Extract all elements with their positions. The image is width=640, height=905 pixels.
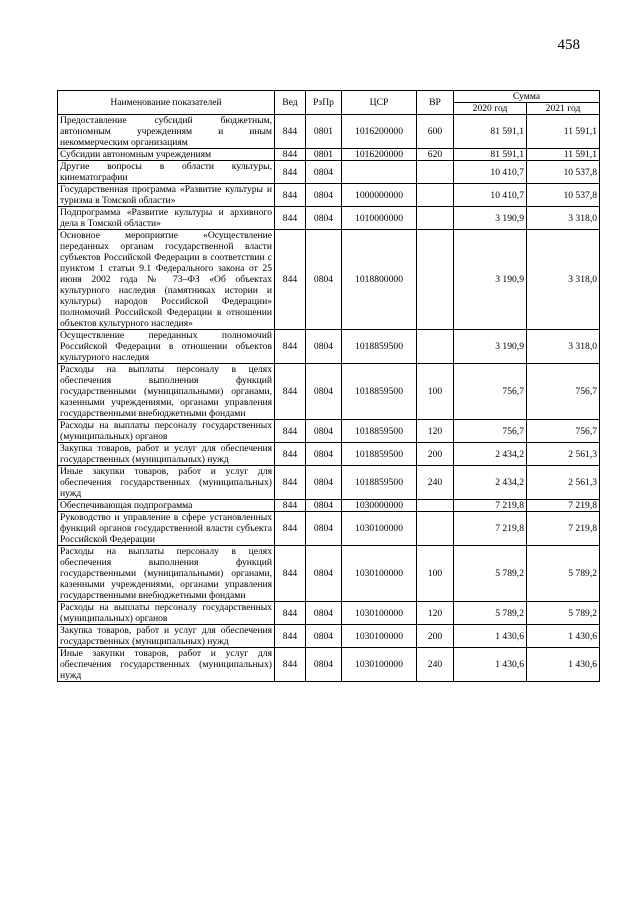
row-ved: 844	[275, 184, 306, 207]
row-rzpr: 0801	[306, 115, 342, 149]
row-amount-2021: 3 318,0	[527, 230, 600, 330]
row-ved: 844	[275, 115, 306, 149]
row-amount-2020: 3 190,9	[454, 207, 527, 230]
row-vr: 100	[417, 546, 454, 602]
row-name: Расходы на выплаты персоналу государственных (муниципальных) органов	[58, 602, 275, 625]
row-vr	[417, 161, 454, 184]
row-name: Государственная программа «Развитие культуры и туризма в Томской области»	[58, 184, 275, 207]
row-amount-2020: 5 789,2	[454, 602, 527, 625]
table-row	[58, 364, 600, 420]
row-rzpr: 0804	[306, 207, 342, 230]
header-name: Наименование показателей	[58, 91, 275, 115]
table-row	[58, 443, 600, 466]
row-rzpr: 0804	[306, 625, 342, 648]
row-ved: 844	[275, 420, 306, 443]
table-row	[58, 184, 600, 207]
table-row	[58, 230, 600, 330]
row-name: Осуществление переданных полномочий Российской Федерации в отношении объектов культурного наследия	[58, 330, 275, 364]
row-csr: 1030000000	[342, 500, 417, 512]
row-csr	[342, 161, 417, 184]
table-row	[58, 466, 600, 500]
row-rzpr: 0804	[306, 184, 342, 207]
row-amount-2021: 756,7	[527, 364, 600, 420]
row-ved: 844	[275, 466, 306, 500]
row-rzpr: 0804	[306, 546, 342, 602]
row-name: Расходы на выплаты персоналу государственных (муниципальных) органов	[58, 420, 275, 443]
row-vr: 600	[417, 115, 454, 149]
row-amount-2020: 2 434,2	[454, 443, 527, 466]
table-row	[58, 207, 600, 230]
row-amount-2021: 7 219,8	[527, 500, 600, 512]
row-rzpr: 0804	[306, 602, 342, 625]
table-row	[58, 512, 600, 546]
row-amount-2020: 756,7	[454, 364, 527, 420]
row-amount-2020: 10 410,7	[454, 184, 527, 207]
row-csr: 1018859500	[342, 364, 417, 420]
row-amount-2020: 3 190,9	[454, 330, 527, 364]
page-number: 458	[557, 37, 580, 53]
row-name: Субсидии автономным учреждениям	[58, 149, 275, 161]
row-ved: 844	[275, 161, 306, 184]
row-csr: 1018859500	[342, 466, 417, 500]
row-vr: 200	[417, 625, 454, 648]
row-amount-2021: 11 591,1	[527, 115, 600, 149]
row-amount-2021: 5 789,2	[527, 546, 600, 602]
row-vr: 240	[417, 648, 454, 682]
row-name: Закупка товаров, работ и услуг для обеспечения государственных (муниципальных) нужд	[58, 625, 275, 648]
row-ved: 844	[275, 546, 306, 602]
row-name: Иные закупки товаров, работ и услуг для обеспечения государственных (муниципальных) нужд	[58, 466, 275, 500]
row-rzpr: 0804	[306, 466, 342, 500]
row-rzpr: 0804	[306, 420, 342, 443]
row-amount-2021: 10 537,8	[527, 184, 600, 207]
row-amount-2020: 81 591,1	[454, 115, 527, 149]
row-ved: 844	[275, 625, 306, 648]
row-csr: 1030100000	[342, 602, 417, 625]
row-amount-2021: 756,7	[527, 420, 600, 443]
table-row	[58, 420, 600, 443]
row-ved: 844	[275, 364, 306, 420]
row-ved: 844	[275, 230, 306, 330]
row-csr: 1030100000	[342, 546, 417, 602]
row-amount-2020: 1 430,6	[454, 648, 527, 682]
table-row	[58, 602, 600, 625]
table-body	[58, 115, 600, 682]
row-amount-2021: 2 561,3	[527, 443, 600, 466]
row-amount-2021: 7 219,8	[527, 512, 600, 546]
row-vr	[417, 330, 454, 364]
row-csr: 1016200000	[342, 149, 417, 161]
row-name: Расходы на выплаты персоналу в целях обеспечения выполнения функций государственными (муниципальными) органами, казенными учреждениями, органами управления государственными внебюджетными фондами	[58, 546, 275, 602]
row-csr: 1030100000	[342, 512, 417, 546]
row-ved: 844	[275, 330, 306, 364]
row-csr: 1010000000	[342, 207, 417, 230]
row-vr	[417, 500, 454, 512]
row-amount-2020: 3 190,9	[454, 230, 527, 330]
header-ved: Вед	[275, 91, 306, 115]
header-sum: Сумма	[454, 91, 600, 103]
row-amount-2021: 3 318,0	[527, 330, 600, 364]
row-rzpr: 0804	[306, 648, 342, 682]
row-vr	[417, 230, 454, 330]
header-vr: ВР	[417, 91, 454, 115]
row-name: Предоставление субсидий бюджетным, автономным учреждениям и иным некоммерческим организациям	[58, 115, 275, 149]
row-rzpr: 0804	[306, 161, 342, 184]
row-amount-2020: 10 410,7	[454, 161, 527, 184]
row-name: Расходы на выплаты персоналу в целях обеспечения выполнения функций государственными (муниципальными) органами, казенными учреждениями, органами управления государственными внебюджетными фондами	[58, 364, 275, 420]
row-amount-2020: 81 591,1	[454, 149, 527, 161]
row-csr: 1016200000	[342, 115, 417, 149]
table-row	[58, 149, 600, 161]
row-vr: 100	[417, 364, 454, 420]
row-rzpr: 0804	[306, 512, 342, 546]
row-amount-2020: 1 430,6	[454, 625, 527, 648]
row-amount-2021: 1 430,6	[527, 648, 600, 682]
row-rzpr: 0804	[306, 443, 342, 466]
row-vr	[417, 512, 454, 546]
row-rzpr: 0804	[306, 230, 342, 330]
row-vr: 240	[417, 466, 454, 500]
row-amount-2020: 5 789,2	[454, 546, 527, 602]
row-ved: 844	[275, 149, 306, 161]
row-ved: 844	[275, 500, 306, 512]
row-amount-2021: 5 789,2	[527, 602, 600, 625]
budget-table	[57, 90, 600, 682]
row-rzpr: 0801	[306, 149, 342, 161]
table-row	[58, 115, 600, 149]
row-csr: 1030100000	[342, 648, 417, 682]
row-vr	[417, 207, 454, 230]
row-amount-2020: 756,7	[454, 420, 527, 443]
row-ved: 844	[275, 207, 306, 230]
row-vr: 120	[417, 602, 454, 625]
row-csr: 1018800000	[342, 230, 417, 330]
row-ved: 844	[275, 512, 306, 546]
table-row	[58, 648, 600, 682]
header-csr: ЦСР	[342, 91, 417, 115]
row-amount-2020: 7 219,8	[454, 500, 527, 512]
row-name: Закупка товаров, работ и услуг для обеспечения государственных (муниципальных) нужд	[58, 443, 275, 466]
table-header	[58, 91, 600, 115]
row-vr: 120	[417, 420, 454, 443]
table-row	[58, 161, 600, 184]
row-csr: 1000000000	[342, 184, 417, 207]
header-2020: 2020 год	[454, 103, 527, 115]
row-vr: 200	[417, 443, 454, 466]
table-row	[58, 625, 600, 648]
row-csr: 1018859500	[342, 443, 417, 466]
table-row	[58, 546, 600, 602]
table-row	[58, 330, 600, 364]
row-csr: 1018859500	[342, 420, 417, 443]
row-rzpr: 0804	[306, 500, 342, 512]
row-amount-2020: 2 434,2	[454, 466, 527, 500]
row-rzpr: 0804	[306, 364, 342, 420]
row-name: Другие вопросы в области культуры, кинематографии	[58, 161, 275, 184]
row-name: Обеспечивающая подпрограмма	[58, 500, 275, 512]
row-vr: 620	[417, 149, 454, 161]
row-amount-2021: 3 318,0	[527, 207, 600, 230]
row-name: Иные закупки товаров, работ и услуг для обеспечения государственных (муниципальных) нужд	[58, 648, 275, 682]
row-amount-2021: 1 430,6	[527, 625, 600, 648]
row-name: Основное мероприятие «Осуществление переданных органам государственной власти субъектов Российской Федерации в соответствии с пунктом 1 статьи 9.1 Федерального закона от 25 июня 2002 года № 73–ФЗ «Об объектах культурного наследия (памятниках истории и культуры) народов Российской Федерации» полномочий Российской Федерации в отношении объектов культурного наследия»	[58, 230, 275, 330]
header-rzpr: РзПр	[306, 91, 342, 115]
row-rzpr: 0804	[306, 330, 342, 364]
row-vr	[417, 184, 454, 207]
row-ved: 844	[275, 602, 306, 625]
row-amount-2021: 10 537,8	[527, 161, 600, 184]
row-amount-2020: 7 219,8	[454, 512, 527, 546]
row-ved: 844	[275, 648, 306, 682]
row-name: Подпрограмма «Развитие культуры и архивного дела в Томской области»	[58, 207, 275, 230]
row-csr: 1018859500	[342, 330, 417, 364]
row-ved: 844	[275, 443, 306, 466]
row-amount-2021: 11 591,1	[527, 149, 600, 161]
header-2021: 2021 год	[527, 103, 600, 115]
row-csr: 1030100000	[342, 625, 417, 648]
row-name: Руководство и управление в сфере установленных функций органов государственной власти субъекта Российской Федерации	[58, 512, 275, 546]
table-row	[58, 500, 600, 512]
row-amount-2021: 2 561,3	[527, 466, 600, 500]
